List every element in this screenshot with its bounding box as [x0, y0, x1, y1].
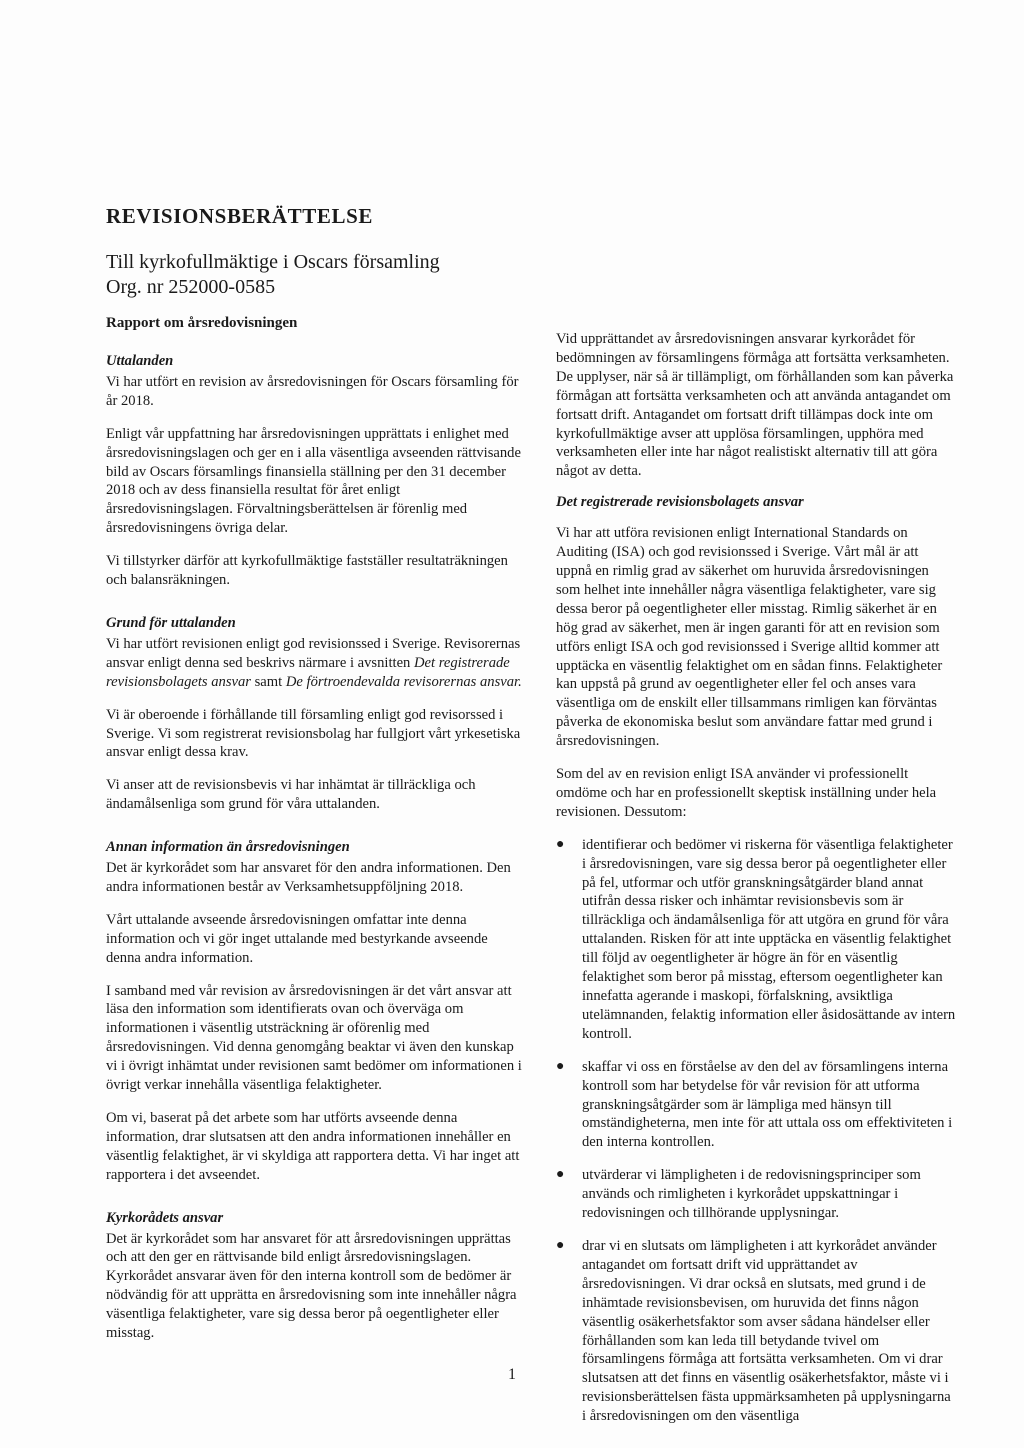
- annan-information-paragraph: Om vi, baserat på det arbete som har utförts avseende denna information, drar slutsatsen att den andra informationen innehåller en väsentlig felaktighet, är vi skyldiga att rapportera detta. Vi har inget att rapportera i det avseendet.: [106, 1110, 520, 1183]
- grund-paragraph: [106, 635, 526, 692]
- grund-paragraph: Vi är oberoende i förhållande till församling enligt god revisorssed i Sverige. Vi som registrerat revisionsbolag har fullgjort vårt yrkesetiska ansvar enligt dessa krav.: [106, 706, 521, 761]
- revisionsbolagets-ansvar-paragraph: Som del av en revision enligt ISA använder vi professionellt omdöme och har en professionellt skeptisk inställning under hela revisionen. Dessutom:: [556, 766, 937, 820]
- left-column: [106, 352, 526, 1357]
- auditor-actions-list: [556, 836, 956, 1426]
- recipient-block: [106, 250, 440, 300]
- annan-information-heading: Annan information än årsredovisningen: [106, 839, 350, 856]
- grund-paragraph: Vi anser att de revisionsbevis vi har inhämtat är tillräckliga och ändamålsenliga som grund för våra uttalanden.: [106, 777, 476, 813]
- list-item-text: skaffar vi oss en förståelse av den del av församlingens interna kontroll som har betydelse för vår revision för att utforma granskningsåtgärder som är lämpliga med hänsyn till omständigheterna, men inte för att uttala oss om effektiviteten i den interna kontrollen.: [582, 1058, 953, 1151]
- grund-text: Vi har utfört revisionen enligt god revisionssed i Sverige. Revisorernas ansvar enligt denna sed beskrivs närmare i avsnitten: [106, 635, 521, 671]
- list-item: [556, 1058, 956, 1153]
- uttalanden-paragraph: Vi har utfört en revision av årsredovisningen för Oscars församling för år 2018.: [106, 373, 519, 409]
- list-item: [556, 1237, 956, 1426]
- fortsatt-drift-paragraph: Vid upprättandet av årsredovisningen ansvarar kyrkorådet för bedömningen av församlingens förmåga att fortsätta verksamheten. De upplyser, när så är tillämpligt, om förhållanden som kan påverka förmågan att fortsätta verksamheten och att använda antagandet om fortsatt drift. Antagandet om fortsatt drift tillämpas dock inte om kyrkofullmäktige avser att upplösa församlingen, upphöra med verksamheten eller inte har något realistiskt alternativ till att göra något av detta.: [556, 331, 954, 480]
- list-item-text: utvärderar vi lämpligheten i de redovisningsprinciper som används och rimligheten i kyrkorådet uppskattningar i redovisningen och tillhörande upplysningar.: [582, 1167, 921, 1222]
- uttalanden-heading: Uttalanden: [106, 353, 174, 369]
- annan-information-paragraph: I samband med vår revision av årsredovisningen är det vårt ansvar att läsa den information som identifierats ovan och överväga om informationen i väsentlig utsträckning är oförenlig med årsredovisningen. Vid denna genomgång beaktar vi även den kunskap vi i övrigt inhämtat under revisionen samt bedömer om informationen i övrigt verkar innehålla väsentliga felaktigheter.: [106, 982, 522, 1094]
- kyrkoradets-ansvar-paragraph: Det är kyrkorådet som har ansvaret för att årsredovisningen upprättas och att den ger en rättvisande bild enligt årsredovisningslagen. Kyrkorådet ansvarar även för den interna kontroll som de bedömer är nödvändig för att upprätta en årsredovisning som inte innehåller några väsentliga felaktigheter, vare sig dessa beror på oegentligheter eller misstag.: [106, 1230, 517, 1342]
- page-number: 1: [508, 1366, 516, 1383]
- uttalanden-paragraph: Vi tillstyrker därför att kyrkofullmäktige fastställer resultaträkningen och balansräkningen.: [106, 553, 508, 589]
- list-item: [556, 1166, 956, 1223]
- uttalanden-paragraph: Enligt vår uppfattning har årsredovisningen upprättats i enlighet med årsredovisningslagen och ger en i alla väsentliga avseenden rättvisande bild av Oscars församlings finansiella ställning per den 31 december 2018 och av dess finansiella resultat för året enligt årsredovisningslagen. Förvaltningsberättelsen är förenlig med årsredovisningens övriga delar.: [106, 425, 521, 537]
- recipient-line: Till kyrkofullmäktige i Oscars församling: [106, 251, 440, 273]
- grund-text: samt: [250, 673, 286, 690]
- annan-information-paragraph: Vårt uttalande avseende årsredovisningen omfattar inte denna information och vi gör inget uttalande med bestyrkande avseende denna andra information.: [106, 911, 488, 966]
- bullet-icon: ●: [556, 1167, 565, 1183]
- list-item-text: identifierar och bedömer vi riskerna för väsentliga felaktigheter i årsredovisningen, vare sig dessa beror på oegentligheter eller på fel, utformar och utför granskningsåtgärder bland annat utifrån dessa risker och inhämtar revisionsbevis som är tillräckliga och ändamålsenliga för att utgöra en grund för våra uttalanden. Risken för att inte upptäcka en väsentlig felaktighet till följd av oegentligheter är högre än för en väsentlig felaktighet som beror på misstag, eftersom oegentligheter kan innefatta agerande i maskopi, förfalskning, avsiktliga utelämnanden, felaktig information eller åsidosättande av intern kontroll.: [582, 836, 956, 1042]
- annan-information-paragraph: Det är kyrkorådet som har ansvaret för den andra informationen. Den andra informationen består av Verksamhetsuppföljning 2018.: [106, 860, 511, 895]
- report-heading: Rapport om årsredovisningen: [106, 315, 298, 331]
- bullet-icon: ●: [556, 836, 565, 852]
- bullet-icon: ●: [556, 1058, 565, 1074]
- bullet-icon: ●: [556, 1237, 565, 1253]
- revisionsbolagets-ansvar-paragraph: Vi har att utföra revisionen enligt International Standards on Auditing (ISA) och god revisionssed i Sverige. Vårt mål är att uppnå en rimlig grad av säkerhet om huruvida årsredovisningen som helhet inte innehåller några väsentliga felaktigheter, vare sig dessa beror på oegentligheter eller misstag. Rimlig säkerhet är en hög grad av säkerhet, men är ingen garanti för att en revision som utförs enligt ISA och god revisionssed i Sverige alltid kommer att upptäcka en väsentlig felaktighet om en sådan finns. Felaktigheter kan uppstå på grund av oegentligheter eller fel och anses vara väsentliga om de enskilt eller tillsammans rimligen kan förväntas påverka de ekonomiska beslut som användare fattar med grund i årsredovisningen.: [556, 525, 943, 750]
- revisionsbolagets-ansvar-heading: Det registrerade revisionsbolagets ansvar: [556, 494, 804, 511]
- section-reference: De förtroendevalda revisorernas ansvar.: [285, 673, 522, 690]
- grund-heading: Grund för uttalanden: [106, 614, 236, 631]
- list-item-text: drar vi en slutsats om lämpligheten i att kyrkorådet använder antagandet om fortsatt drift vid upprättandet av årsredovisningen. Vi drar också en slutsats, med grund i de inhämtade revisionsbevisen, om huruvida det finns någon väsentlig osäkerhetsfaktor som avser sådana händelser eller förhållanden som kan leda till betydande tvivel om församlingens förmåga att fortsätta verksamheten. Om vi drar slutsatsen att det finns en väsentlig osäkerhetsfaktor, måste vi i revisionsberättelsen fästa uppmärksamheten på upplysningarna i årsredovisningen om den väsentliga: [582, 1237, 951, 1425]
- kyrkoradets-ansvar-heading: Kyrkorådets ansvar: [106, 1209, 224, 1226]
- section-reference: Det registrerade revisionsbolagets ansvar: [106, 654, 510, 690]
- page-title: REVISIONSBERÄTTELSE: [106, 204, 373, 228]
- list-item: [556, 836, 956, 1044]
- right-column: [556, 330, 956, 1440]
- org-number: Org. nr 252000-0585: [106, 276, 276, 298]
